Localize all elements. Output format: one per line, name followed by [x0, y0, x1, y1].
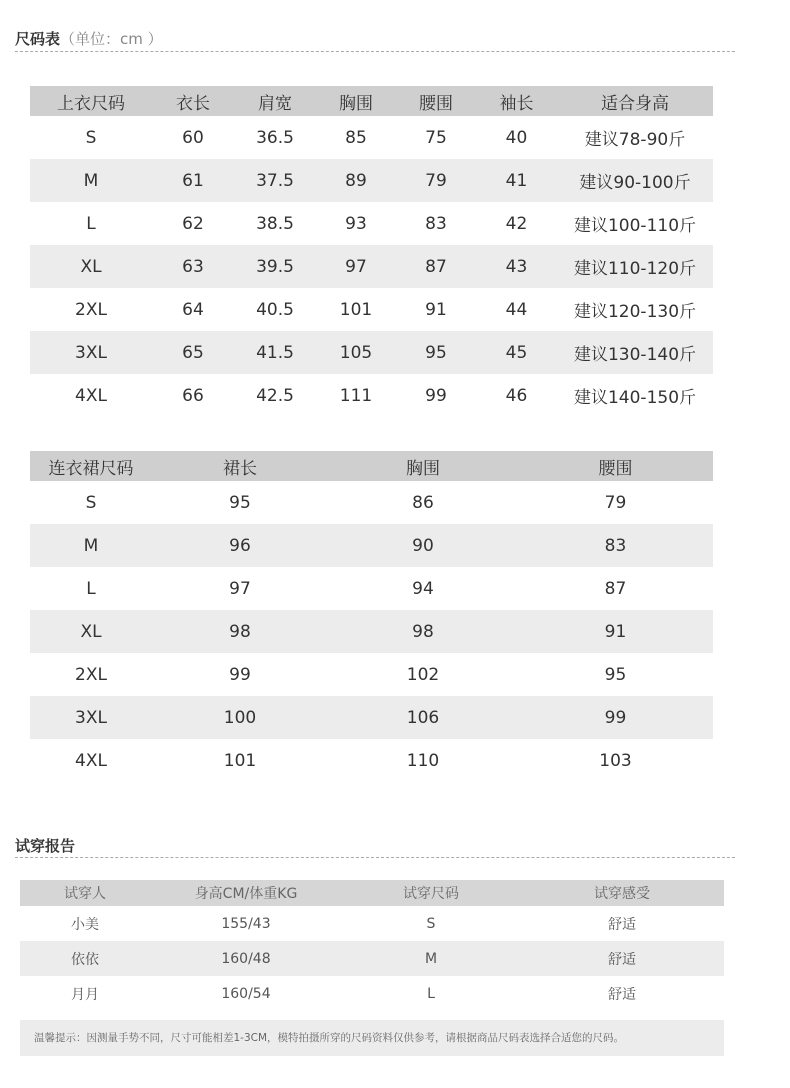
header-cell: 腰围 — [518, 451, 713, 481]
table-cell: 40.5 — [256, 299, 294, 320]
table-cell: 99 — [229, 664, 251, 685]
warm-tip: 温馨提示：因测量手势不同，尺寸可能相差1-3CM，模特拍摄所穿的尺码资料仅供参考，请根据商品尺码表选择合适您的尺码。 — [20, 1020, 724, 1056]
table-cell: 建议140-150斤 — [573, 388, 697, 408]
header-cell: 腰围 — [396, 86, 476, 116]
table-cell: S — [426, 915, 436, 932]
size-chart-title — [15, 28, 163, 49]
table-cell: 79 — [604, 492, 627, 513]
table-cell: 110 — [406, 750, 440, 771]
table-cell: 95 — [229, 492, 251, 513]
table-cell: 61 — [152, 159, 234, 202]
table-cell: 42.5 — [256, 385, 294, 406]
table-row — [30, 481, 713, 524]
table-cell: 44 — [505, 299, 528, 320]
table-cell: L — [86, 213, 96, 234]
table-cell: 66 — [182, 385, 204, 406]
table-cell: 79 — [396, 159, 476, 202]
table-cell: L — [86, 578, 96, 599]
table-row — [30, 696, 713, 739]
table-cell: XL — [30, 610, 152, 653]
table-cell: 41 — [476, 159, 557, 202]
fitting-report-title: 试穿报告 — [15, 837, 76, 855]
table-cell: 95 — [604, 664, 627, 685]
table-cell: 86 — [412, 492, 434, 513]
table-cell: 3XL — [30, 696, 152, 739]
table-row — [30, 116, 713, 159]
header-cell: 适合身高 — [557, 86, 713, 116]
table-cell: 37.5 — [234, 159, 316, 202]
table-cell: 36.5 — [256, 127, 294, 148]
table-cell: 依依 — [20, 941, 150, 976]
table-cell: 63 — [152, 245, 234, 288]
table-cell: 91 — [518, 610, 713, 653]
table-row — [20, 976, 724, 1011]
table-cell: 95 — [396, 331, 476, 374]
table-cell: 91 — [425, 299, 447, 320]
table-cell: 90 — [328, 524, 518, 567]
table-cell: 建议130-140斤 — [557, 331, 713, 374]
table-row — [30, 288, 713, 331]
header-cell: 身高CM/体重KG — [150, 880, 342, 906]
table-row — [30, 331, 713, 374]
header-cell: 裙长 — [152, 451, 328, 481]
table-cell: 83 — [518, 524, 713, 567]
table-cell: 40 — [505, 127, 528, 148]
table-cell: 85 — [345, 127, 367, 148]
table-cell: 97 — [229, 578, 251, 599]
table-row — [30, 202, 713, 245]
table-cell: 102 — [406, 664, 440, 685]
header-cell: 上衣尺码 — [30, 86, 152, 116]
table-cell: 103 — [599, 750, 632, 771]
table-cell: M — [342, 941, 520, 976]
table-cell: 64 — [182, 299, 204, 320]
table-cell: 月月 — [71, 986, 99, 1003]
table-cell: 41.5 — [234, 331, 316, 374]
tops-size-table — [30, 86, 713, 417]
header-cell: 肩宽 — [234, 86, 316, 116]
table-header-row — [20, 880, 724, 906]
table-cell: 98 — [328, 610, 518, 653]
table-cell: 建议90-100斤 — [557, 159, 713, 202]
size-chart-unit: （单位：cm ） — [60, 30, 163, 48]
table-cell: 87 — [604, 578, 627, 599]
table-cell: 99 — [425, 385, 447, 406]
size-chart-title-text: 尺码表 — [15, 30, 61, 48]
table-cell: 舒适 — [520, 941, 724, 976]
table-cell: 99 — [518, 696, 713, 739]
table-cell: 100 — [152, 696, 328, 739]
table-row — [30, 739, 713, 782]
table-cell: 101 — [339, 299, 373, 320]
table-cell: 39.5 — [234, 245, 316, 288]
header-cell: 连衣裙尺码 — [30, 451, 152, 481]
table-cell: M — [30, 524, 152, 567]
table-row — [30, 567, 713, 610]
table-cell: 舒适 — [608, 986, 636, 1003]
table-cell: 建议110-120斤 — [557, 245, 713, 288]
header-cell: 衣长 — [152, 86, 234, 116]
table-cell: 舒适 — [608, 916, 636, 933]
table-cell: 97 — [316, 245, 396, 288]
table-row — [20, 906, 724, 941]
table-cell: 60 — [182, 127, 204, 148]
table-cell: 75 — [425, 127, 447, 148]
table-row — [30, 524, 713, 567]
table-row — [30, 374, 713, 417]
dress-size-table — [30, 451, 713, 782]
table-row — [30, 610, 713, 653]
table-cell: L — [427, 985, 435, 1002]
table-cell: 38.5 — [256, 213, 294, 234]
table-cell: 建议100-110斤 — [573, 216, 697, 236]
table-cell: 83 — [425, 213, 447, 234]
table-cell: S — [85, 492, 97, 513]
table-cell: 42 — [505, 213, 528, 234]
table-cell: 111 — [339, 385, 373, 406]
table-cell: 建议78-90斤 — [584, 130, 686, 150]
table-cell: 4XL — [75, 750, 107, 771]
table-cell: 46 — [505, 385, 528, 406]
table-cell: 96 — [152, 524, 328, 567]
table-cell: 45 — [476, 331, 557, 374]
table-row — [20, 941, 724, 976]
header-cell: 胸围 — [316, 86, 396, 116]
header-cell: 试穿人 — [20, 880, 150, 906]
table-cell: S — [85, 127, 97, 148]
table-cell: 94 — [412, 578, 434, 599]
table-cell: 43 — [476, 245, 557, 288]
table-header-row — [30, 451, 713, 481]
table-cell: 2XL — [75, 299, 107, 320]
table-cell: 2XL — [75, 664, 107, 685]
table-cell: 106 — [328, 696, 518, 739]
table-cell: 3XL — [30, 331, 152, 374]
table-cell: 105 — [316, 331, 396, 374]
table-cell: 101 — [223, 750, 257, 771]
header-cell: 试穿感受 — [520, 880, 724, 906]
section-divider — [15, 857, 735, 858]
table-cell: 93 — [345, 213, 367, 234]
fitting-report-table — [20, 880, 724, 1011]
table-cell: 160/54 — [221, 985, 271, 1002]
table-cell: 65 — [152, 331, 234, 374]
table-cell: 建议120-130斤 — [573, 302, 697, 322]
table-row — [30, 653, 713, 696]
table-cell: XL — [30, 245, 152, 288]
table-header-row — [30, 86, 713, 116]
header-cell: 袖长 — [476, 86, 557, 116]
section-divider — [15, 51, 735, 52]
table-cell: 小美 — [71, 916, 99, 933]
header-cell: 试穿尺码 — [342, 880, 520, 906]
table-row — [30, 245, 713, 288]
table-cell: 4XL — [75, 385, 107, 406]
table-cell: 160/48 — [150, 941, 342, 976]
table-cell: 155/43 — [221, 915, 271, 932]
header-cell: 胸围 — [328, 451, 518, 481]
table-cell: 62 — [182, 213, 204, 234]
table-cell: 87 — [396, 245, 476, 288]
table-cell: 89 — [316, 159, 396, 202]
table-cell: 98 — [152, 610, 328, 653]
table-cell: M — [30, 159, 152, 202]
table-row — [30, 159, 713, 202]
